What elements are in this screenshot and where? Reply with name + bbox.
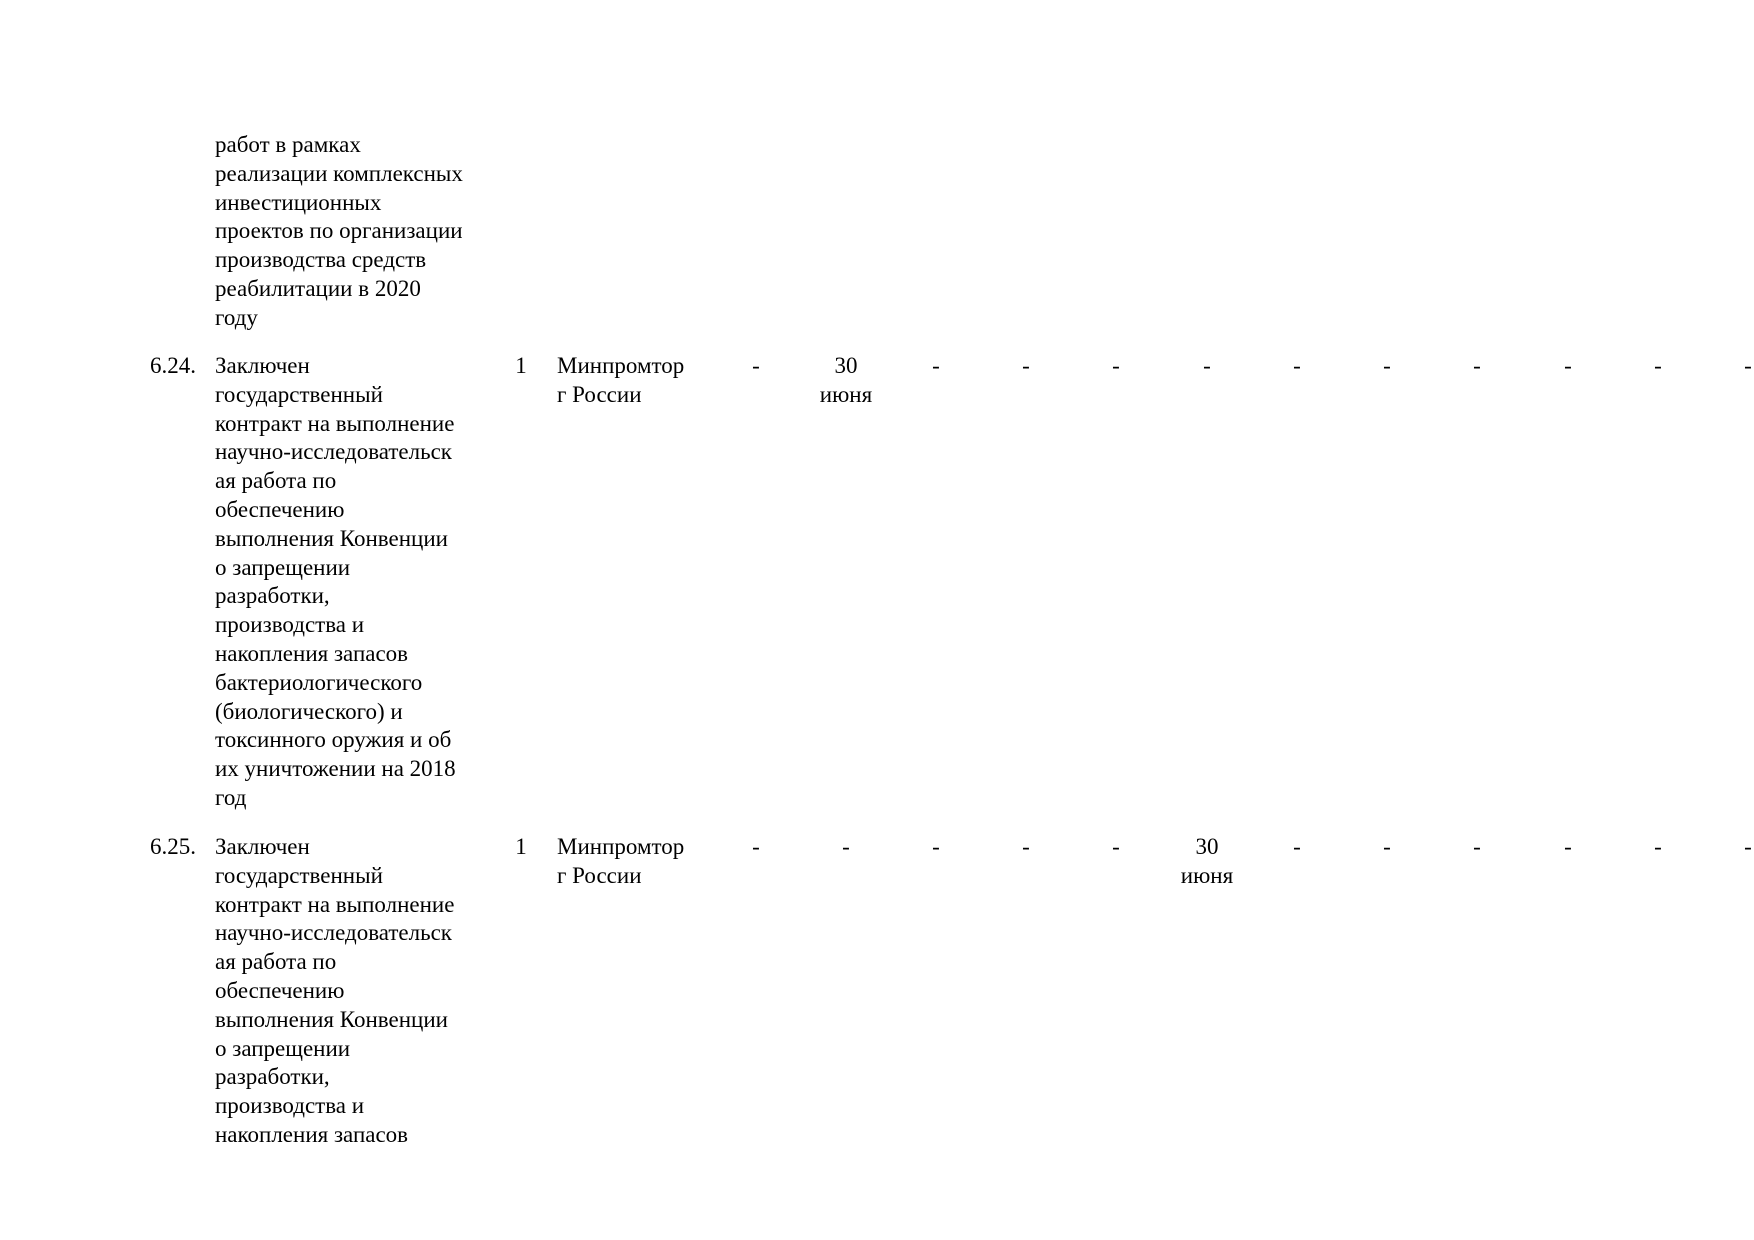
quarter-cell: - <box>932 353 940 378</box>
quarter-cell: - <box>1293 353 1301 378</box>
quarter-cell: - <box>1383 353 1391 378</box>
quarter-cell: - <box>1654 353 1662 378</box>
continued-description: работ в рамках реализации комплексных инвестиционных проектов по организации производства средств реабилитации в 2020 году <box>215 132 463 330</box>
quarter-cell: - <box>1022 353 1030 378</box>
row-indicator: 1 <box>515 834 527 859</box>
quarter-cell: - <box>1022 834 1030 859</box>
quarter-cell: 30 июня <box>1180 834 1234 888</box>
quarter-cell: - <box>752 353 760 378</box>
quarter-cell: - <box>1564 353 1572 378</box>
quarter-cell: 30 июня <box>819 353 873 407</box>
quarter-cell: - <box>1744 353 1752 378</box>
quarter-cell: - <box>1744 834 1752 859</box>
quarter-cell: - <box>1112 834 1120 859</box>
quarter-cell: - <box>1473 353 1481 378</box>
quarter-cell: - <box>842 834 850 859</box>
quarter-cell: - <box>1654 834 1662 859</box>
row-responsible: Минпромтор г России <box>557 834 685 888</box>
quarter-cell: - <box>1383 834 1391 859</box>
row-description: Заключен государственный контракт на выполнение научно-исследовательск ая работа по обеспечению выполнения Конвенции о запрещении разработки, производства и накопления запасов <box>215 834 455 1147</box>
quarter-cell: - <box>1293 834 1301 859</box>
row-number: 6.24. <box>150 353 196 378</box>
quarter-cell: - <box>932 834 940 859</box>
quarter-cell: - <box>1203 353 1211 378</box>
quarter-cell: - <box>1112 353 1120 378</box>
quarter-cell: - <box>1473 834 1481 859</box>
row-responsible: Минпромтор г России <box>557 353 685 407</box>
row-description: Заключен государственный контракт на выполнение научно-исследовательск ая работа по обеспечению выполнения Конвенции о запрещении разработки, производства и накопления запасов бактериологического (биологического) и токсинного оружия и об их уничтожении на 2018 год <box>215 353 456 810</box>
quarter-cell: - <box>752 834 760 859</box>
quarter-cell: - <box>1564 834 1572 859</box>
row-indicator: 1 <box>515 353 527 378</box>
row-number: 6.25. <box>150 834 196 859</box>
